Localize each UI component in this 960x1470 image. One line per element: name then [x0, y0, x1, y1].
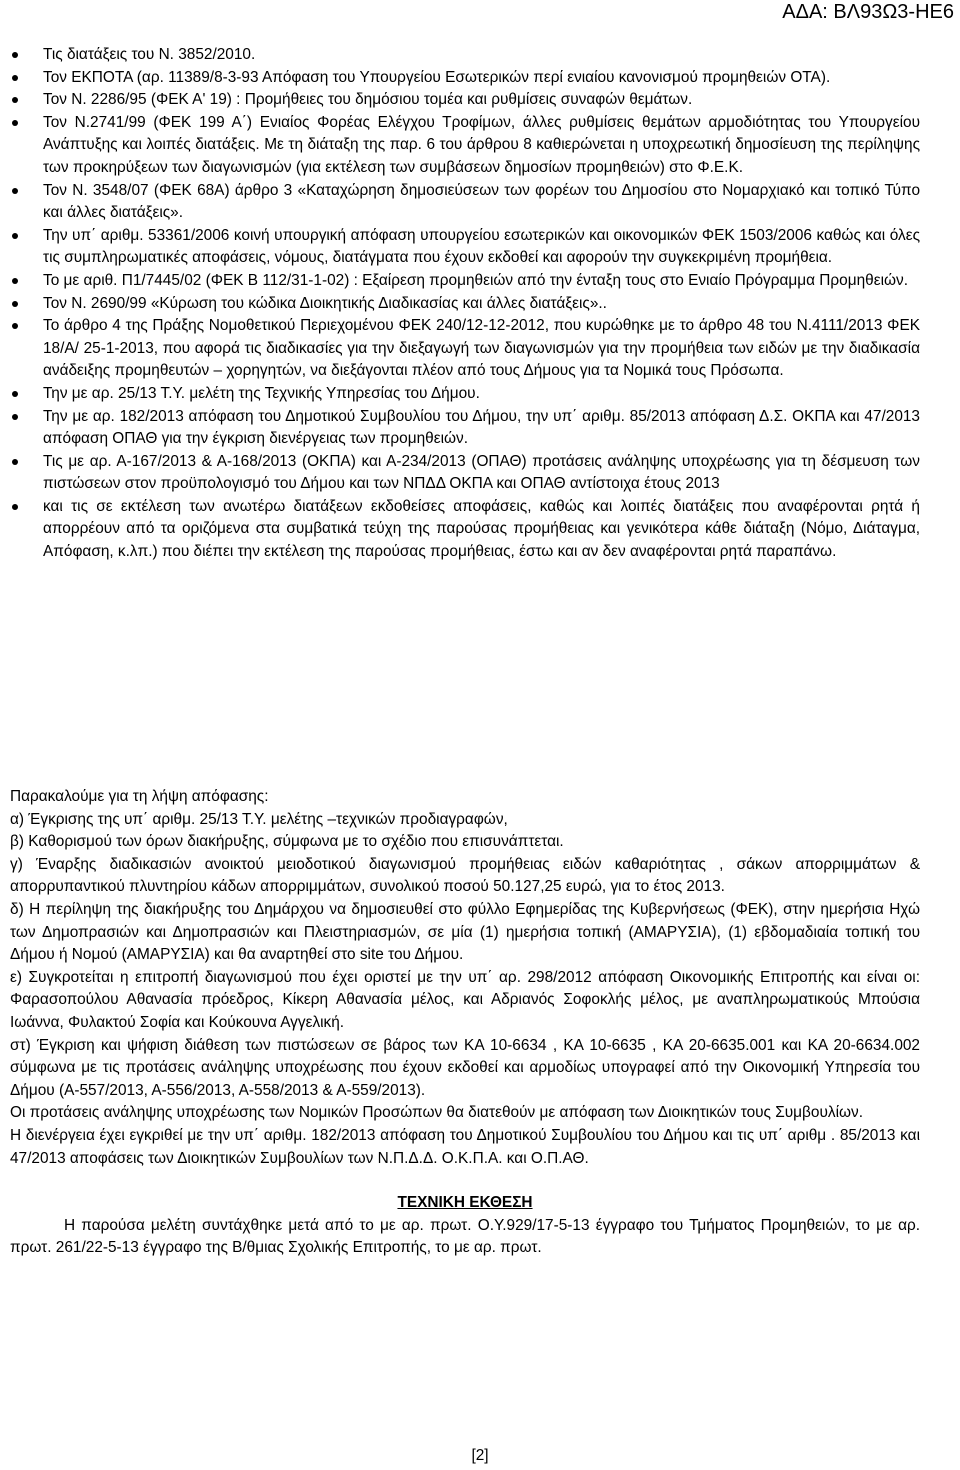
- list-item: Τον Ν.2741/99 (ΦΕΚ 199 Α΄) Ενιαίος Φορέας Ελέγχου Τροφίμων, άλλες ρυθμίσεις θεμάτων αρμοδιότητας του Υπουργείου Ανάπτυξης και λοιπές διατάξεις. Με τη διάταξη της παρ. 6 του άρθρου 8 καθιερώνεται η υποχρεωτική δημοσίευση της περίληψης των προκηρύξεων των διαγωνισμών (για εκτέλεση των συμβάσεων δημοσίων προμηθειών) στο Φ.Ε.Κ.: [10, 112, 920, 180]
- request-intro: Παρακαλούμε για τη λήψη απόφασης:: [10, 788, 269, 805]
- list-item: Τον Ν. 2286/95 (ΦΕΚ Α' 19) : Προμήθειες του δημόσιου τομέα και ρυθμίσεις συναφών θεμάτων.: [10, 89, 920, 112]
- list-item: Τον ΕΚΠΟΤΑ (αρ. 11389/8-3-93 Απόφαση του Υπουργείου Εσωτερικών περί ενιαίου κανονισμού προμηθειών ΟΤΑ).: [10, 67, 920, 90]
- request-item: δ) Η περίληψη της διακήρυξης του Δημάρχου να δημοσιευθεί στο φύλλο Εφημερίδας της Κυβερνήσεως (ΦΕΚ), στην ημερήσια Ηχώ των Δημοπρασιών και Δημοπρασιών και Πλειστηριασμών, σε μία (1) ημερήσια τοπική (ΑΜΑΡΥΣΙΑ), (1) εβδομαδιαία τοπική του Δήμου ή Νομού (ΑΜΑΡΥΣΙΑ) και θα αναρτηθεί στο site του Δήμου.: [10, 900, 920, 964]
- report-title: ΤΕΧΝΙΚΗ ΕΚΘΕΣΗ: [397, 1194, 533, 1212]
- list-item: και τις σε εκτέλεση των ανωτέρω διατάξεων εκδοθείσες αποφάσεις, καθώς και λοιπές διατάξεις που αναφέρονται ρητά ή απορρέουν από τα οριζόμενα στα συμβατικά τεύχη της παρούσας προμήθειας και γενικότερα κάθε διάταξη (Νόμο, Διάταγμα, Απόφαση, κ.λπ.) που διέπει την εκτέλεση της παρούσας προμήθειας, έστω και αν δεν αναφέρονται ρητά παραπάνω.: [10, 496, 920, 564]
- report-text: Η παρούσα μελέτη συντάχθηκε μετά από το με αρ. πρωτ. Ο.Υ.929/17-5-13 έγγραφο του Τμήματος Προμηθειών, το με αρ. πρωτ. 261/22-5-13 έγγραφο της Β/θμιας Σχολικής Επιτροπής, το με αρ. πρωτ.: [10, 1216, 920, 1257]
- request-item: β) Καθορισμού των όρων διακήρυξης, σύμφωνα με το σχέδιο που επισυνάπτεται.: [10, 833, 564, 851]
- list-item: Τον Ν. 3548/07 (ΦΕΚ 68Α) άρθρο 3 «Καταχώρηση δημοσιεύσεων των φορέων του Δημοσίου στο Νομαρχιακό και τοπικό Τύπο και άλλες διατάξεις».: [10, 180, 920, 225]
- list-item: Τις με αρ. Α-167/2013 & Α-168/2013 (ΟΚΠΑ) και Α-234/2013 (ΟΠΑΘ) προτάσεις ανάληψης υποχρέωσης για τη δέσμευση των πιστώσεων στον προϋπολογισμό του Δήμου και των ΝΠΔΔ ΟΚΠΑ και ΟΠΑΘ αντίστοιχα έτους 2013: [10, 451, 920, 496]
- spacer: [10, 1170, 920, 1192]
- legal-basis-list: [10, 44, 920, 564]
- list-item: Την με αρ. 182/2013 απόφαση του Δημοτικού Συμβουλίου του Δήμου, την υπ΄ αριθμ. 85/2013 απόφαση Δ.Σ. ΟΚΠΑ και 47/2013 απόφαση ΟΠΑΘ για την έγκριση διενέργειας των προμηθειών.: [10, 406, 920, 451]
- request-item: ε) Συγκροτείται η επιτροπή διαγωνισμού που έχει οριστεί με την υπ΄ αρ. 298/2012 απόφαση Οικονομικής Επιτροπής και είναι οι: Φαρασοπούλου Αθανασία πρόεδρος, Κίκερη Αθανασία μέλος, και Αδριανός Σοφοκλής μέλος, με αναπληρωματικούς Μπούσια Ιωάννα, Φυλακτού Σοφία και Κούκουνα Αγγελική.: [10, 968, 920, 1031]
- request-item: στ) Έγκριση και ψήφιση διάθεση των πιστώσεων σε βάρος των ΚΑ 10-6634 , ΚΑ 10-6635 , ΚΑ 20-6635.001 και ΚΑ 20-6634.002 σύμφωνα με τις προτάσεις ανάληψης υποχρέωσης που έχουν εκδοθεί και αρμοδίως υπογραφεί από την Οικονομική Υπηρεσία του Δήμου (Α-557/2013, Α-556/2013, Α-558/2013 & Α-559/2013).: [10, 1036, 920, 1099]
- request-item: γ) Έναρξης διαδικασιών ανοικτού μειοδοτικού διαγωνισμού προμήθειας ειδών καθαριότητας , σάκων απορριμμάτων & απορρυπαντικού πλυντηρίου κάδων απορριμμάτων, συνολικού ποσού 50.127,25 ευρώ, για το έτος 2013.: [10, 855, 920, 896]
- list-item: Την με αρ. 25/13 Τ.Υ. μελέτη της Τεχνικής Υπηρεσίας του Δήμου.: [10, 383, 920, 406]
- list-item: Τις διατάξεις του Ν. 3852/2010.: [10, 44, 920, 67]
- request-item: Η διενέργεια έχει εγκριθεί με την υπ΄ αριθμ. 182/2013 απόφαση του Δημοτικού Συμβουλίου του Δήμου και τις υπ΄ αριθμ . 85/2013 και 47/2013 αποφάσεις των Διοικητικών Συμβουλίων των Ν.Π.Δ.Δ. Ο.Κ.Π.Α. και Ο.Π.ΑΘ.: [10, 1126, 920, 1167]
- request-item: α) Έγκρισης της υπ΄ αριθμ. 25/13 Τ.Υ. μελέτης –τεχνικών προδιαγραφών,: [10, 810, 508, 828]
- page-number: [2]: [471, 1447, 489, 1464]
- ada-code: ΑΔΑ: ΒΛ93Ω3-ΗΕ6: [782, 1, 954, 23]
- request-item: Οι προτάσεις ανάληψης υποχρέωσης των Νομικών Προσώπων θα διατεθούν με απόφαση των Διοικητικών τους Συμβουλίων.: [10, 1104, 863, 1122]
- list-item: Την υπ΄ αριθμ. 53361/2006 κοινή υπουργική απόφαση υπουργείου εσωτερικών και οικονομικών ΦΕΚ 1503/2006 καθώς και όλες τις συμπληρωματικές αποφάσεις, νόμους, διατάγματα που έχουν εκδοθεί και αφορούν την συγκεκριμένη προμήθεια.: [10, 225, 920, 270]
- list-item: Το άρθρο 4 της Πράξης Νομοθετικού Περιεχομένου ΦΕΚ 240/12-12-2012, που κυρώθηκε με το άρθρο 48 του Ν.4111/2013 ΦΕΚ 18/Α/ 25-1-2013, που αφορά τις διαδικασίες για την διεξαγωγή των διαγωνισμών για την προμήθεια των ειδών με την διαδικασία ανάδειξης προμηθευτών – χορηγητών, να διεξάγονται πλέον από τους Δήμους για τα Νομικά τους Πρόσωπα.: [10, 315, 920, 383]
- list-item: Το με αριθ. Π1/7445/02 (ΦΕΚ Β 112/31-1-02) : Εξαίρεση προμηθειών από την ένταξη τους στο Ενιαίο Πρόγραμμα Προμηθειών.: [10, 270, 920, 293]
- decision-request: [10, 786, 920, 1260]
- list-item: Τον Ν. 2690/99 «Κύρωση του κώδικα Διοικητικής Διαδικασίας και άλλες διατάξεις»..: [10, 293, 920, 316]
